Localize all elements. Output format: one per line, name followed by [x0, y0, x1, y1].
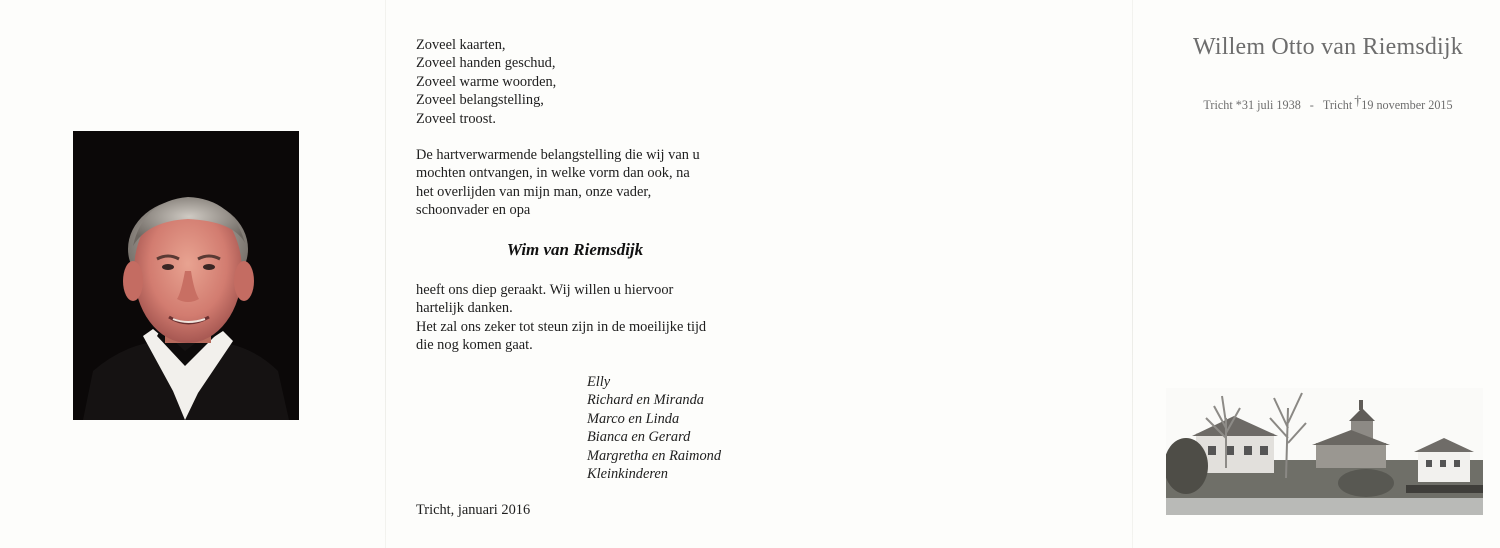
death-date: 19 november 2015: [1361, 98, 1453, 112]
poem-line: Zoveel warme woorden,: [416, 73, 557, 90]
message-line: mochten ontvangen, in welke vorm dan ook, na: [416, 165, 690, 182]
message-line: hartelijk danken.: [416, 300, 513, 317]
card-fold-line: [385, 0, 386, 548]
portrait-photo: [73, 131, 299, 420]
message-line: heeft ons diep geraakt. Wij willen u hiervoor: [416, 282, 674, 298]
family-name: Margretha en Raimond: [587, 447, 722, 464]
message-line: die nog komen gaat.: [416, 337, 533, 354]
life-dates: [1160, 94, 1496, 114]
message-intro: [416, 146, 700, 220]
family-name: Bianca en Gerard: [587, 429, 691, 446]
poem: [416, 36, 556, 128]
message-line: Het zal ons zeker tot steun zijn in de moeilijke tijd: [416, 318, 707, 335]
deceased-name-heading: Wim van Riemsdijk: [506, 240, 644, 259]
family-name: Marco en Linda: [587, 410, 680, 427]
birth-info: Tricht *31 juli 1938: [1203, 98, 1301, 112]
family-name: Kleinkinderen: [587, 466, 668, 483]
message-line: schoonvader en opa: [416, 202, 531, 219]
poem-line: Zoveel belangstelling,: [416, 92, 544, 109]
date-separator: -: [1309, 98, 1314, 112]
poem-line: Zoveel handen geschud,: [416, 55, 556, 72]
place-date: Tricht, januari 2016: [416, 502, 531, 518]
family-name: Elly: [587, 374, 611, 390]
message-outro: [416, 281, 706, 355]
poem-line: Zoveel troost.: [416, 110, 496, 127]
family-name: Richard en Miranda: [587, 392, 704, 409]
cross-icon: †: [1354, 94, 1362, 109]
village-photo: [1166, 388, 1483, 515]
message-line: het overlijden van mijn man, onze vader,: [416, 183, 652, 200]
message-line: De hartverwarmende belangstelling die wij van u: [416, 147, 700, 163]
card-fold-line: [1132, 0, 1133, 548]
family-signatures: [587, 373, 721, 483]
death-place: Tricht: [1322, 98, 1353, 112]
full-name-title: Willem Otto van Riemsdijk: [1192, 34, 1463, 60]
poem-line: Zoveel kaarten,: [416, 37, 506, 53]
